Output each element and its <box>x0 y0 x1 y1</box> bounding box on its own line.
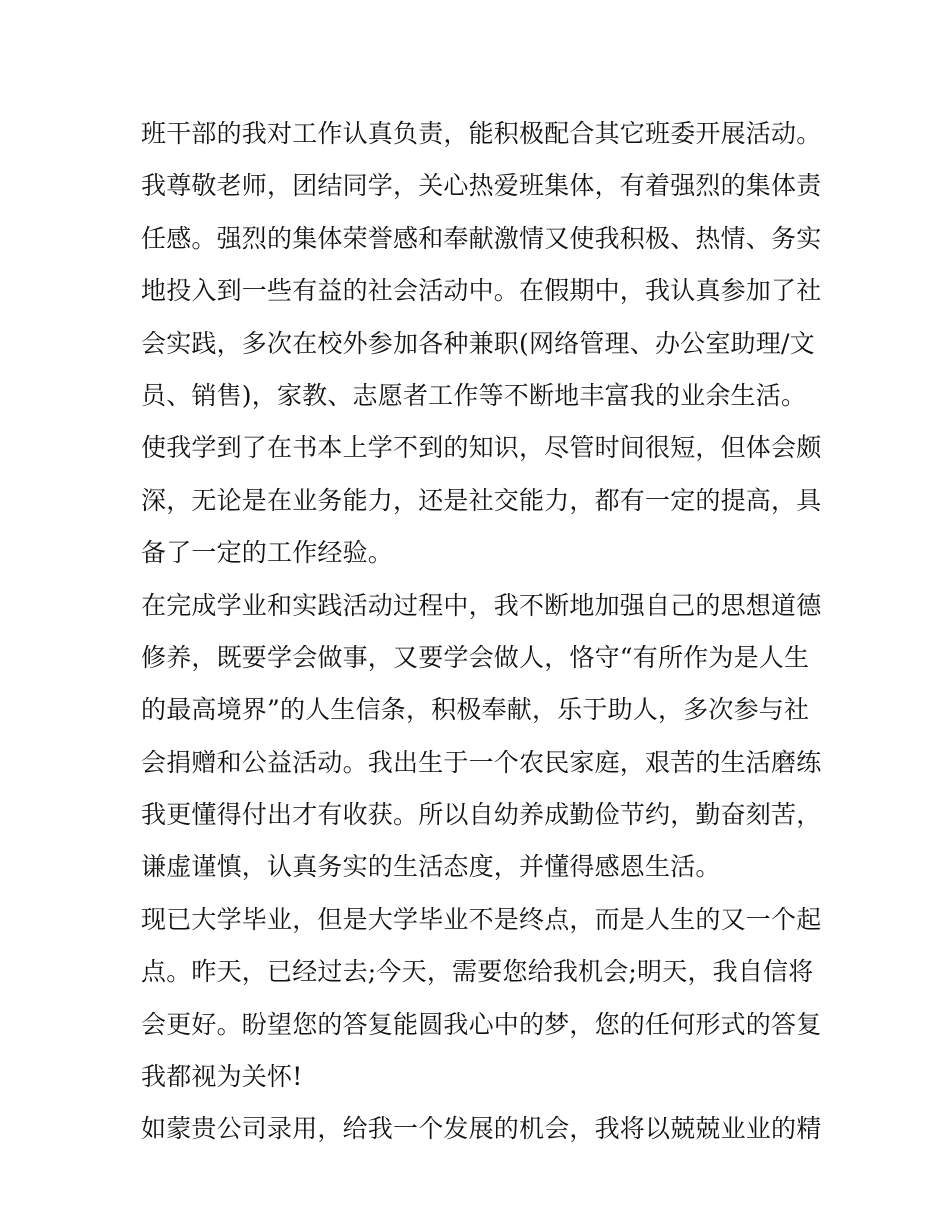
text-line: 我更懂得付出才有收获。所以自幼养成勤俭节约，勤奋刻苦， <box>141 800 822 830</box>
text-line: 备了一定的工作经验。 <box>141 538 394 568</box>
text-line: 我尊敬老师，团结同学，关心热爱班集体，有着强烈的集体责 <box>141 171 822 201</box>
text-line: 会实践，多次在校外参加各种兼职(网络管理、办公室助理/文 <box>141 328 815 358</box>
text-line: 现已大学毕业，但是大学毕业不是终点，而是人生的又一个起 <box>141 904 822 934</box>
text-line: 地投入到一些有益的社会活动中。在假期中，我认真参加了社 <box>141 276 822 306</box>
text-line: 的最高境界”的人生信条，积极奉献，乐于助人，多次参与社 <box>141 695 810 725</box>
text-line: 我都视为关怀! <box>141 1062 303 1092</box>
text-line: 员、销售)，家教、志愿者工作等不断地丰富我的业余生活。 <box>141 380 807 410</box>
text-line: 任感。强烈的集体荣誉感和奉献激情又使我积极、热情、务实 <box>141 223 822 253</box>
text-line: 修养，既要学会做事，又要学会做人，恪守“有所作为是人生 <box>141 642 810 672</box>
text-line: 点。昨天，已经过去;今天，需要您给我机会;明天，我自信将 <box>141 957 814 987</box>
text-line: 深，无论是在业务能力，还是社交能力，都有一定的提高，具 <box>141 485 822 515</box>
text-line: 使我学到了在书本上学不到的知识，尽管时间很短，但体会颇 <box>141 433 822 463</box>
text-line: 会更好。盼望您的答复能圆我心中的梦，您的任何形式的答复 <box>141 1009 822 1039</box>
text-line: 会捐赠和公益活动。我出生于一个农民家庭，艰苦的生活磨练 <box>141 747 822 777</box>
text-line: 谦虚谨慎，认真务实的生活态度，并懂得感恩生活。 <box>141 852 721 882</box>
text-line: 如蒙贵公司录用，给我一个发展的机会，我将以兢兢业业的精 <box>141 1114 822 1144</box>
text-line: 班干部的我对工作认真负责，能积极配合其它班委开展活动。 <box>141 119 822 148</box>
letter-body <box>141 108 841 1156</box>
text-line: 在完成学业和实践活动过程中，我不断地加强自己的思想道德 <box>141 590 822 620</box>
